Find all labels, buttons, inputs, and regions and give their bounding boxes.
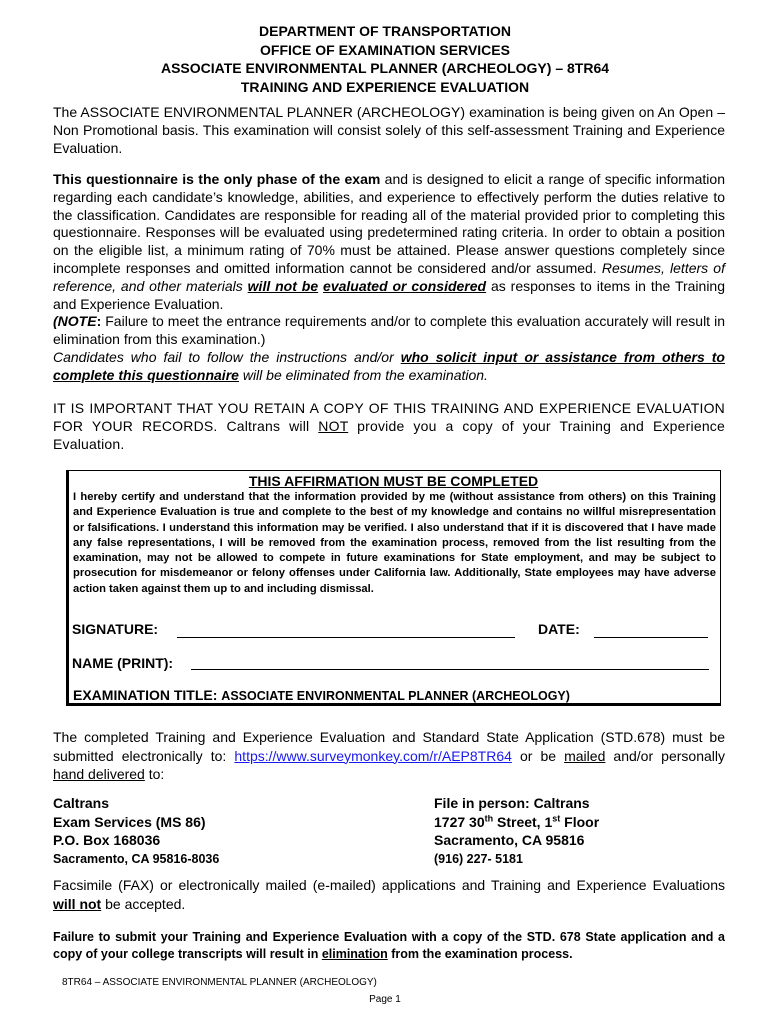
mailed-word: mailed: [564, 747, 606, 764]
street-number: 1727 30: [434, 813, 485, 830]
questionnaire-lead: This questionnaire is the only phase of the exam: [53, 171, 381, 187]
failure-paragraph: [53, 929, 725, 963]
questionnaire-text-2: as responses to items in the Training and Experience Evaluation.: [53, 277, 726, 312]
will-not-be: will not be: [247, 277, 319, 294]
footer-code: 8TR64 – ASSOCIATE ENVIRONMENTAL PLANNER (ARCHEOLOGY): [62, 977, 377, 988]
fax-text: Facsimile (FAX) or electronically mailed (e-mailed) applications and Training and Experience Evaluations: [53, 877, 725, 893]
fax-paragraph: [53, 876, 725, 913]
mail-address-line-1: Caltrans: [53, 795, 110, 811]
submission-paragraph: [53, 728, 725, 784]
intro-paragraph: The ASSOCIATE ENVIRONMENTAL PLANNER (ARCHEOLOGY) examination is being given on An Open – Non Promotional basis. This examination will consist solely of this self-assessment Training and Experience Evaluation.: [53, 104, 725, 156]
exam-title-label: EXAMINATION TITLE:: [73, 687, 218, 703]
submission-text: The completed Training and Experience Evaluation and Standard State Application (STD.678) must be submitted electronically to:: [53, 729, 725, 764]
name-print-field[interactable]: [191, 669, 709, 670]
failure-text-2: from the examination process.: [387, 947, 573, 961]
elimination-word: elimination: [321, 947, 388, 961]
questionnaire-text: and is designed to elicit a range of specific information regarding each candidate’s knowledge, abilities, and experience to effectively perform the duties relative to the classification. Candidates are responsible for reading all of the material provided prior to completing this questionnaire. Responses will be evaluated using predetermined rating criteria. In order to obtain a position on the eligible list, a minimum rating of 70% must be attained. Please answer questions completely since incomplete responses and omitted information cannot be considered and/or assumed.: [53, 171, 725, 276]
floor-word: Floor: [560, 813, 600, 830]
materials-note: Resumes, letters of reference, and other materials: [53, 259, 725, 294]
street-suffix: th: [484, 812, 494, 823]
affirmation-box: [66, 470, 721, 706]
note-text: Failure to meet the entrance requirements and/or to complete this evaluation accurately will result in elimination from this examination.): [53, 313, 725, 348]
submission-text-3: and/or personally: [605, 747, 725, 764]
date-label: DATE:: [538, 621, 580, 637]
candidates-warning: Candidates who fail to follow the instructions and/or: [53, 348, 401, 365]
note-label: (NOTE: [53, 313, 97, 330]
mail-address-line-3: P.O. Box 168036: [53, 832, 161, 848]
mail-address-line-4: Sacramento, CA 95816-8036: [53, 851, 220, 866]
name-print-label: NAME (PRINT):: [72, 655, 174, 671]
header-department: DEPARTMENT OF TRANSPORTATION: [259, 23, 511, 39]
important-paragraph: [53, 400, 725, 453]
failure-text: Failure to submit your Training and Experience Evaluation with a copy of the STD. 678 State application and a copy of your college transcripts will result in: [53, 930, 725, 961]
fax-text-2: be accepted.: [101, 895, 186, 912]
header-exam-title: ASSOCIATE ENVIRONMENTAL PLANNER (ARCHEOLOGY) – 8TR64: [160, 60, 610, 76]
important-text: IT IS IMPORTANT THAT YOU RETAIN A COPY OF THIS TRAINING AND EXPERIENCE EVALUATION FOR YOUR RECORDS. Caltrans will: [53, 400, 725, 434]
affirmation-title: THIS AFFIRMATION MUST BE COMPLETED: [248, 473, 539, 489]
note-colon: :: [96, 313, 102, 330]
hand-delivered-word: hand delivered: [53, 766, 145, 782]
signature-label: SIGNATURE:: [72, 621, 159, 637]
important-text-2: provide you a copy of your Training and Experience Evaluation.: [53, 417, 725, 452]
questionnaire-paragraph: [53, 171, 725, 385]
street-name: Street, 1: [493, 813, 553, 830]
phone-number: (916) 227- 5181: [434, 851, 523, 866]
date-field[interactable]: [594, 637, 708, 638]
header-evaluation: TRAINING AND EXPERIENCE EVALUATION: [240, 78, 530, 95]
submission-text-2: or be: [511, 747, 565, 764]
mail-address-line-2: Exam Services (MS 86): [53, 813, 206, 830]
in-person-address: [434, 794, 599, 868]
will-not-word: will not: [53, 895, 102, 912]
candidates-warning-end: will be eliminated from the examination.: [238, 366, 488, 383]
in-person-line-1: File in person: Caltrans: [434, 795, 590, 811]
surveymonkey-link[interactable]: https://www.surveymonkey.com/r/AEP8TR64: [234, 747, 512, 764]
not-word: NOT: [318, 417, 349, 434]
floor-suffix: st: [552, 812, 561, 823]
in-person-line-2: [434, 813, 599, 832]
affirmation-text: I hereby certify and understand that the information provided by me (without assistance from others) on this Training and Experience Evaluation is true and complete to the best of my knowledge and contains no willful misrepresentation or falsifications. I understand this information may be verified. I also understand that if it is discovered that I have made any false representations, I will be removed from the examination process, removed from the list resulting from the examination, may not be allowed to compete in future examinations for State employment, and may be subject to prosecution for misdemeanor or felony offenses under California law. Additionally, State employees may have adverse action taken against them up to and including dismissal.: [73, 491, 716, 595]
document-header: [0, 22, 770, 96]
solicit-input-warning: who solicit input or assistance from others to complete this questionnaire: [53, 348, 725, 383]
header-office: OFFICE OF EXAMINATION SERVICES: [260, 41, 510, 58]
mailing-address: [53, 794, 219, 868]
evaluated-or-considered: evaluated or considered: [323, 277, 487, 294]
page-number: Page 1: [369, 994, 401, 1005]
signature-field[interactable]: [177, 637, 515, 638]
exam-title-value: ASSOCIATE ENVIRONMENTAL PLANNER (ARCHEOLOGY): [221, 689, 570, 703]
submission-text-4: to:: [144, 766, 165, 782]
exam-title-row: [73, 687, 570, 703]
in-person-line-3: Sacramento, CA 95816: [434, 832, 585, 848]
